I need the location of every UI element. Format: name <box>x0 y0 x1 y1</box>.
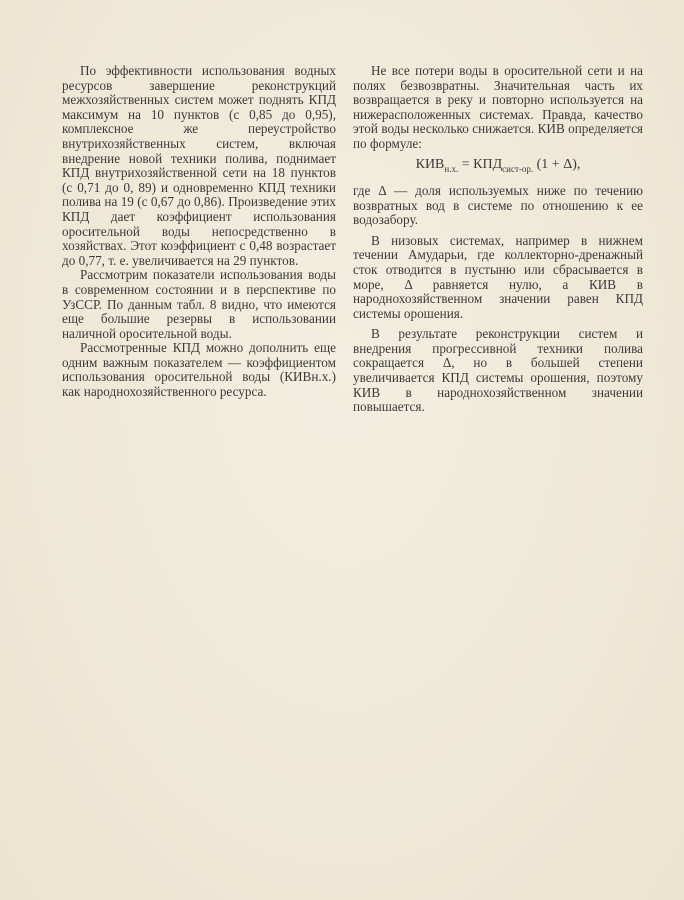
right-column <box>353 64 643 415</box>
paragraph: где Δ — доля используемых ниже по течению возвратных вод в системе по отношению к ее водозабору. <box>353 182 643 228</box>
formula-rhs: КПД <box>473 156 503 172</box>
paragraph: По эффективности использования водных ресурсов завершение реконструкций межхозяйственных систем может поднять КПД максимум на 10 пунктов (с 0,85 до 0,95), комплексное же переустройство внутрихозяйственных систем, включая внедрение новой техники полива, поднимает КПД внутрихозяйственной сети на 18 пунктов (с 0,71 до 0, 89) и одновременно КПД техники полива на 19 (с 0,67 до 0,86). Произведение этих КПД дает коэффициент использования оросительной воды непосредственно в хозяйствах. Этот коэффициент с 0,48 возрастает до 0,77, т. е. увеличивается на 29 пунктов. <box>62 63 336 268</box>
formula-lhs-sub: н.х. <box>444 163 459 174</box>
paragraph: В результате реконструкции систем и внедрения прогрессивной техники полива сокращается Δ, но в большей степени увеличивается КПД системы орошения, поэтому КИВ в народнохозяйственном значении повышается. <box>353 326 643 415</box>
formula-equals: = <box>458 156 474 172</box>
paragraph: Рассмотренные КПД можно дополнить еще одним важным показателем — коэффициентом использования оросительной воды (КИВн.х.) как народнохозяйственного ресурса. <box>62 340 336 400</box>
formula-kiv <box>353 158 643 176</box>
left-column <box>62 64 336 400</box>
formula-lhs: КИВ <box>415 156 445 172</box>
formula-factor: (1 + Δ), <box>533 156 581 172</box>
paragraph: В низовых системах, например в нижнем течении Амударьи, где коллекторно-дренажный сток отводится в пустыню или сбрасывается в море, Δ равняется нулю, а КИВ в народнохозяйственном значении равен КПД системы орошения. <box>353 232 643 321</box>
paragraph: Рассмотрим показатели использования воды в современном состоянии и в перспективе по УзССР. По данным табл. 8 видно, что имеются еще большие резервы в использовании наличной оросительной воды. <box>62 267 336 341</box>
formula-rhs-sub: сист-ор. <box>502 163 534 174</box>
paragraph: Не все потери воды в оросительной сети и на полях безвозвратны. Значительная часть их возвращается в реку и повторно используется на нижерасположенных системах. Правда, качество этой воды несколько снижается. КИВ определяется по формуле: <box>353 63 643 151</box>
